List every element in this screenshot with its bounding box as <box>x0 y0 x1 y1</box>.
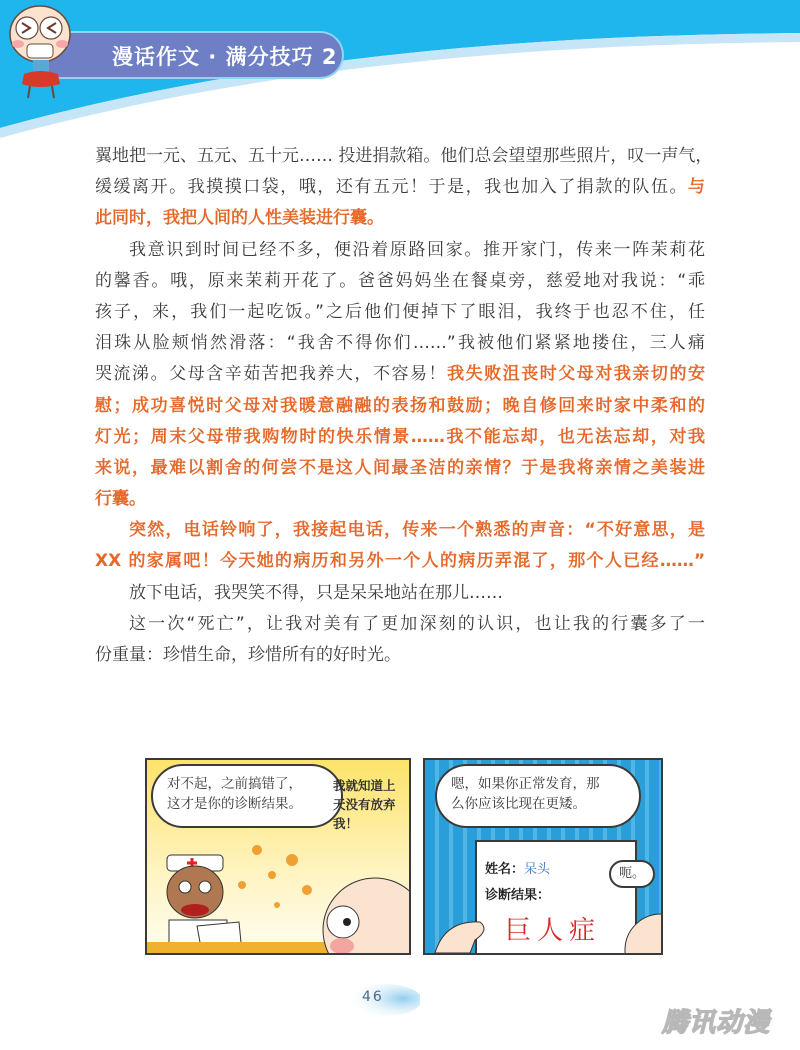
text-line <box>95 453 705 484</box>
text-line <box>95 359 705 390</box>
essay-text <box>95 141 713 671</box>
text-line <box>95 297 705 328</box>
body-text: 的馨香。哦，原来茉莉开花了。爸爸妈妈坐在餐桌旁，慈爱地对我说：“乖 <box>95 270 705 291</box>
text-line <box>95 515 705 546</box>
highlighted-text: 与 <box>688 177 705 198</box>
body-text: 放下电话，我哭笑不得，只是呆呆地站在那儿…… <box>129 582 503 603</box>
highlighted-text: 行囊。 <box>95 489 146 510</box>
book-title: 漫话作文 · 满分技巧 2 <box>112 45 338 69</box>
text-line <box>95 640 705 671</box>
page-number: 46 <box>362 989 384 1005</box>
hands-illustration <box>425 910 661 953</box>
diagnosis-label: 诊断结果： <box>485 888 551 903</box>
name-label: 姓名： <box>485 862 525 877</box>
diagnosis-value: 巨人症 <box>505 916 602 946</box>
comic-panel-2 <box>423 758 663 955</box>
body-text: 翼地把一元、五元、五十元…… 投进捐款箱。他们总会望望那些照片，叹一声气， <box>95 146 713 166</box>
body-text: 孩子，来，我们一起吃饭。”之后他们便掉下了眼泪，我终于也忍不住，任 <box>95 301 705 322</box>
highlighted-text: XX 的家属吧！今天她的病历和另外一个人的病历弄混了，那个人已经……” <box>95 551 705 572</box>
text-line <box>95 391 705 422</box>
text-line <box>95 203 705 234</box>
watermark-logo: 腾讯动漫 <box>662 1008 771 1038</box>
text-line <box>95 328 705 359</box>
text-line <box>95 609 705 640</box>
text-line <box>95 141 713 172</box>
book-title-banner <box>42 33 342 77</box>
text-line <box>95 578 705 609</box>
highlighted-text: 来说，最难以割舍的何尝不是这人间最圣洁的亲情？于是我将亲情之美装进 <box>95 457 705 478</box>
thought-caption: 我就知道上 天没有放弃 我！ <box>333 778 396 831</box>
text-line <box>95 235 705 266</box>
text-line <box>95 172 705 203</box>
doctor-speech-bubble-2: 嗯，如果你正常发育，那 么你应该比现在更矮。 <box>435 764 641 828</box>
highlighted-text: 慰；成功喜悦时父母对我暖意融融的表扬和鼓励；晚自修回来时家中柔和的 <box>95 395 705 416</box>
doctor-speech-bubble: 对不起，之前搞错了， 这才是你的诊断结果。 <box>151 764 343 828</box>
highlighted-text: 突然，电话铃响了，我接起电话，传来一个熟悉的声音：“不好意思，是 <box>129 520 705 541</box>
body-text: 泪珠从脸颊悄然滑落：“我舍不得你们……”我被他们紧紧地搂住，三人痛 <box>95 333 705 354</box>
mascot-icon <box>0 0 80 105</box>
comic-strip <box>145 758 665 953</box>
body-text: 我意识到时间已经不多，便沿着原路回家。推开家门，传来一阵茉莉花 <box>129 239 705 260</box>
page-number-badge <box>340 980 420 1016</box>
text-line <box>95 422 705 453</box>
highlighted-text: 我失败沮丧时父母对我亲切的安 <box>447 364 705 385</box>
body-text: 份重量：珍惜生命，珍惜所有的好时光。 <box>95 645 401 665</box>
body-text: 这一次“死亡”，让我对美有了更加深刻的认识，也让我的行囊多了一 <box>129 613 705 634</box>
text-line <box>95 546 705 577</box>
doctor-and-boy-illustration <box>147 830 409 953</box>
body-text: 哭流涕。父母含辛茹苦把我养大，不容易！ <box>95 364 448 385</box>
highlighted-text: 灯光；周末父母带我购物时的快乐情景……我不能忘却，也无法忘却，对我 <box>95 426 705 447</box>
text-line <box>95 484 705 515</box>
body-text: 缓缓离开。我摸摸口袋，哦，还有五元！于是，我也加入了捐款的队伍。 <box>95 177 688 198</box>
name-value: 呆头 <box>524 862 551 877</box>
page-header <box>0 0 800 140</box>
reaction-bubble: 呃。 <box>609 860 655 888</box>
highlighted-text: 此同时，我把人间的人性美装进行囊。 <box>95 208 384 229</box>
text-line <box>95 266 705 297</box>
comic-panel-1 <box>145 758 411 955</box>
